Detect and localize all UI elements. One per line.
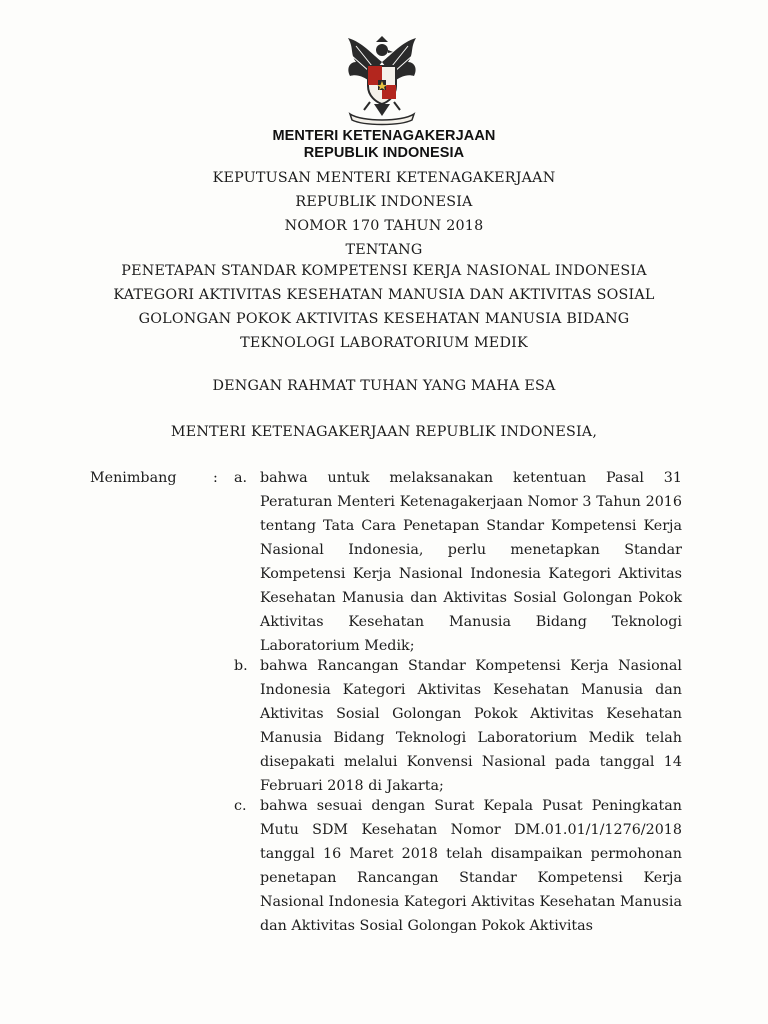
considering-colon: : bbox=[213, 470, 218, 486]
decree-title: KEPUTUSAN MENTERI KETENAGAKERJAAN bbox=[212, 170, 556, 186]
item-marker: c. bbox=[234, 798, 247, 814]
issuer-title: MENTERI KETENAGAKERJAAN bbox=[272, 128, 496, 144]
decree-subject-line: TEKNOLOGI LABORATORIUM MEDIK bbox=[240, 335, 528, 351]
decree-about: TENTANG bbox=[345, 242, 423, 258]
considering-item-c: bahwa sesuai dengan Surat Kepala Pusat Peningkatan Mutu SDM Kesehatan Nomor DM.01.01/1/1276/2018 tanggal 16 Maret 2018 telah disampaikan permohonan penetapan Rancangan Standar Kompetensi Kerja Nasional Indonesia Kategori Aktivitas Kesehatan Manusia dan Aktivitas Sosial Golongan Pokok Aktivitas bbox=[260, 798, 682, 934]
decree-number: NOMOR 170 TAHUN 2018 bbox=[284, 218, 484, 234]
item-marker: b. bbox=[234, 658, 248, 674]
considering-label: Menimbang bbox=[90, 470, 177, 486]
decree-subject-line: PENETAPAN STANDAR KOMPETENSI KERJA NASIONAL INDONESIA bbox=[121, 263, 647, 279]
blessing-line: DENGAN RAHMAT TUHAN YANG MAHA ESA bbox=[212, 378, 556, 394]
garuda-emblem-icon bbox=[332, 32, 432, 126]
issuer-country: REPUBLIK INDONESIA bbox=[303, 145, 465, 161]
authority-line: MENTERI KETENAGAKERJAAN REPUBLIK INDONESIA, bbox=[170, 424, 598, 440]
decree-subject-line: KATEGORI AKTIVITAS KESEHATAN MANUSIA DAN AKTIVITAS SOSIAL bbox=[113, 287, 655, 303]
considering-item-a: bahwa untuk melaksanakan ketentuan Pasal 31 Peraturan Menteri Ketenagakerjaan Nomor 3 Tahun 2016 tentang Tata Cara Penetapan Standar Kompetensi Kerja Nasional Indonesia, perlu menetapkan Standar Kompetensi Kerja Nasional Indonesia Kategori Aktivitas Kesehatan Manusia dan Aktivitas Sosial Golongan Pokok Aktivitas Kesehatan Manusia Bidang Teknologi Laboratorium Medik; bbox=[260, 470, 682, 654]
considering-item-b: bahwa Rancangan Standar Kompetensi Kerja Nasional Indonesia Kategori Aktivitas Kesehatan Manusia dan Aktivitas Sosial Golongan Pokok Aktivitas Kesehatan Manusia Bidang Teknologi Laboratorium Medik telah disepakati melalui Konvensi Nasional pada tanggal 14 Februari 2018 di Jakarta; bbox=[260, 658, 682, 794]
decree-country: REPUBLIK INDONESIA bbox=[295, 194, 473, 210]
decree-subject-line: GOLONGAN POKOK AKTIVITAS KESEHATAN MANUSIA BIDANG bbox=[138, 311, 630, 327]
item-marker: a. bbox=[234, 470, 248, 486]
